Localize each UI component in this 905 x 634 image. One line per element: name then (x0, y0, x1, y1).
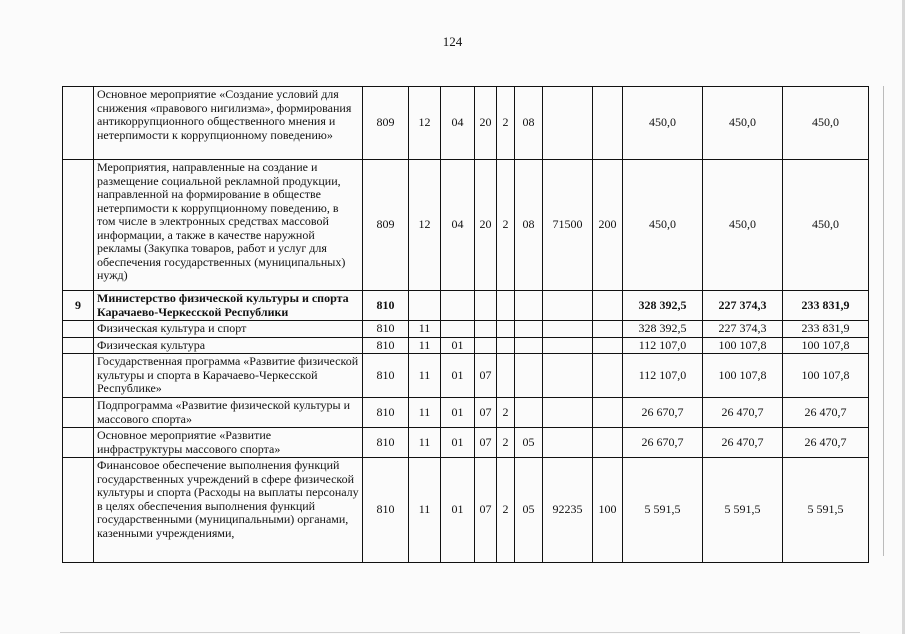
target-article-cell-1 (475, 337, 497, 354)
target-article-cell-3: 08 (515, 160, 543, 291)
target-article-cell-1: 20 (475, 87, 497, 160)
target-article-cell-1 (475, 291, 497, 321)
amount-year2-cell: 227 374,3 (703, 321, 783, 338)
target-article-cell-4 (543, 291, 593, 321)
name-cell: Министерство физической культуры и спорта Карачаево-Черкесской Республики (94, 291, 363, 321)
target-article-cell-4 (543, 428, 593, 458)
section-cell: 11 (409, 428, 441, 458)
subsection-cell (441, 291, 475, 321)
amount-year1-cell: 5 591,5 (623, 458, 703, 563)
row-index-cell (63, 337, 94, 354)
amount-year3-cell: 100 107,8 (783, 337, 869, 354)
target-article-cell-4 (543, 398, 593, 428)
section-cell (409, 291, 441, 321)
amount-year1-cell: 112 107,0 (623, 337, 703, 354)
amount-year3-cell: 100 107,8 (783, 354, 869, 398)
amount-year1-cell: 26 670,7 (623, 428, 703, 458)
amount-year2-cell: 5 591,5 (703, 458, 783, 563)
section-cell: 11 (409, 398, 441, 428)
target-article-cell-2: 2 (497, 458, 515, 563)
subsection-cell: 01 (441, 337, 475, 354)
page-number: 124 (442, 34, 463, 49)
amount-year1-cell: 328 392,5 (623, 291, 703, 321)
ministry-code-cell: 810 (363, 398, 409, 428)
target-article-cell-2: 2 (497, 87, 515, 160)
amount-year3-cell: 233 831,9 (783, 321, 869, 338)
expense-type-cell (593, 398, 623, 428)
target-article-cell-3 (515, 354, 543, 398)
ministry-code-cell: 810 (363, 321, 409, 338)
target-article-cell-3: 08 (515, 87, 543, 160)
scan-edge-bottom (60, 632, 860, 633)
target-article-cell-3 (515, 398, 543, 428)
amount-year1-cell: 112 107,0 (623, 354, 703, 398)
table-body (63, 87, 869, 563)
name-cell: Государственная программа «Развитие физической культуры и спорта в Карачаево-Черкесской Республике» (94, 354, 363, 398)
section-cell: 12 (409, 160, 441, 291)
target-article-cell-2 (497, 337, 515, 354)
amount-year2-cell: 227 374,3 (703, 291, 783, 321)
name-cell: Основное мероприятие «Развитие инфраструктуры массового спорта» (94, 428, 363, 458)
amount-year3-cell: 26 470,7 (783, 398, 869, 428)
name-cell: Подпрограмма «Развитие физической культуры и массового спорта» (94, 398, 363, 428)
expense-type-cell (593, 291, 623, 321)
row-index-cell (63, 428, 94, 458)
section-cell: 11 (409, 337, 441, 354)
subsection-cell: 01 (441, 428, 475, 458)
row-index-cell (63, 321, 94, 338)
subsection-cell: 01 (441, 458, 475, 563)
section-cell: 11 (409, 458, 441, 563)
table-row (63, 337, 869, 354)
expense-type-cell (593, 428, 623, 458)
name-cell: Финансовое обеспечение выполнения функций государственных учреждений в сфере физической культуры и спорта (Расходы на выплаты персоналу в целях обеспечения выполнения функций государственными (муниципальными) органами, казенными учреждениями, (94, 458, 363, 563)
amount-year1-cell: 450,0 (623, 87, 703, 160)
subsection-cell: 04 (441, 87, 475, 160)
ministry-code-cell: 809 (363, 87, 409, 160)
row-index-cell (63, 398, 94, 428)
amount-year3-cell: 233 831,9 (783, 291, 869, 321)
target-article-cell-1: 07 (475, 398, 497, 428)
expense-type-cell: 100 (593, 458, 623, 563)
ministry-code-cell: 810 (363, 428, 409, 458)
subsection-cell: 01 (441, 354, 475, 398)
row-index-cell: 9 (63, 291, 94, 321)
row-index-cell (63, 160, 94, 291)
target-article-cell-2 (497, 321, 515, 338)
amount-year1-cell: 328 392,5 (623, 321, 703, 338)
table-row (63, 160, 869, 291)
row-index-cell (63, 458, 94, 563)
target-article-cell-4: 92235 (543, 458, 593, 563)
subsection-cell: 01 (441, 398, 475, 428)
table-row (63, 458, 869, 563)
margin-line (883, 86, 884, 556)
ministry-code-cell: 810 (363, 291, 409, 321)
amount-year1-cell: 26 670,7 (623, 398, 703, 428)
target-article-cell-1: 07 (475, 458, 497, 563)
target-article-cell-2: 2 (497, 160, 515, 291)
table-row (63, 354, 869, 398)
amount-year1-cell: 450,0 (623, 160, 703, 291)
target-article-cell-3 (515, 337, 543, 354)
target-article-cell-3: 05 (515, 458, 543, 563)
budget-table (62, 86, 869, 563)
section-cell: 11 (409, 354, 441, 398)
expense-type-cell (593, 354, 623, 398)
amount-year2-cell: 100 107,8 (703, 337, 783, 354)
amount-year2-cell: 26 470,7 (703, 428, 783, 458)
target-article-cell-1: 20 (475, 160, 497, 291)
target-article-cell-2 (497, 291, 515, 321)
amount-year3-cell: 26 470,7 (783, 428, 869, 458)
target-article-cell-3 (515, 321, 543, 338)
amount-year2-cell: 26 470,7 (703, 398, 783, 428)
target-article-cell-1: 07 (475, 428, 497, 458)
table-row (63, 398, 869, 428)
target-article-cell-3 (515, 291, 543, 321)
row-index-cell (63, 354, 94, 398)
target-article-cell-3: 05 (515, 428, 543, 458)
ministry-code-cell: 810 (363, 458, 409, 563)
target-article-cell-4: 71500 (543, 160, 593, 291)
name-cell: Физическая культура (94, 337, 363, 354)
expense-type-cell (593, 337, 623, 354)
ministry-code-cell: 810 (363, 354, 409, 398)
target-article-cell-2 (497, 354, 515, 398)
amount-year2-cell: 450,0 (703, 87, 783, 160)
amount-year3-cell: 450,0 (783, 87, 869, 160)
subsection-cell (441, 321, 475, 338)
expense-type-cell (593, 321, 623, 338)
amount-year3-cell: 450,0 (783, 160, 869, 291)
table-row (63, 321, 869, 338)
expense-type-cell: 200 (593, 160, 623, 291)
amount-year3-cell: 5 591,5 (783, 458, 869, 563)
target-article-cell-4 (543, 354, 593, 398)
amount-year2-cell: 450,0 (703, 160, 783, 291)
expense-type-cell (593, 87, 623, 160)
row-index-cell (63, 87, 94, 160)
subsection-cell: 04 (441, 160, 475, 291)
amount-year2-cell: 100 107,8 (703, 354, 783, 398)
target-article-cell-4 (543, 337, 593, 354)
name-cell: Физическая культура и спорт (94, 321, 363, 338)
target-article-cell-4 (543, 321, 593, 338)
target-article-cell-4 (543, 87, 593, 160)
table-row (63, 291, 869, 321)
ministry-code-cell: 809 (363, 160, 409, 291)
target-article-cell-2: 2 (497, 398, 515, 428)
table-row (63, 87, 869, 160)
target-article-cell-1: 07 (475, 354, 497, 398)
ministry-code-cell: 810 (363, 337, 409, 354)
section-cell: 11 (409, 321, 441, 338)
name-cell: Основное мероприятие «Создание условий для снижения «правового нигилизма», формирования антикоррупционного общественного мнения и нетерпимости к коррупционному поведению» (94, 87, 363, 160)
target-article-cell-1 (475, 321, 497, 338)
table-row (63, 428, 869, 458)
target-article-cell-2: 2 (497, 428, 515, 458)
section-cell: 12 (409, 87, 441, 160)
name-cell: Мероприятия, направленные на создание и размещение социальной рекламной продукции, направленной на формирование в обществе нетерпимости к коррупционному поведению, в том числе в электронных средствах массовой информации, а также в качестве наружной рекламы (Закупка товаров, работ и услуг для обеспечения государственных (муниципальных) нужд) (94, 160, 363, 291)
